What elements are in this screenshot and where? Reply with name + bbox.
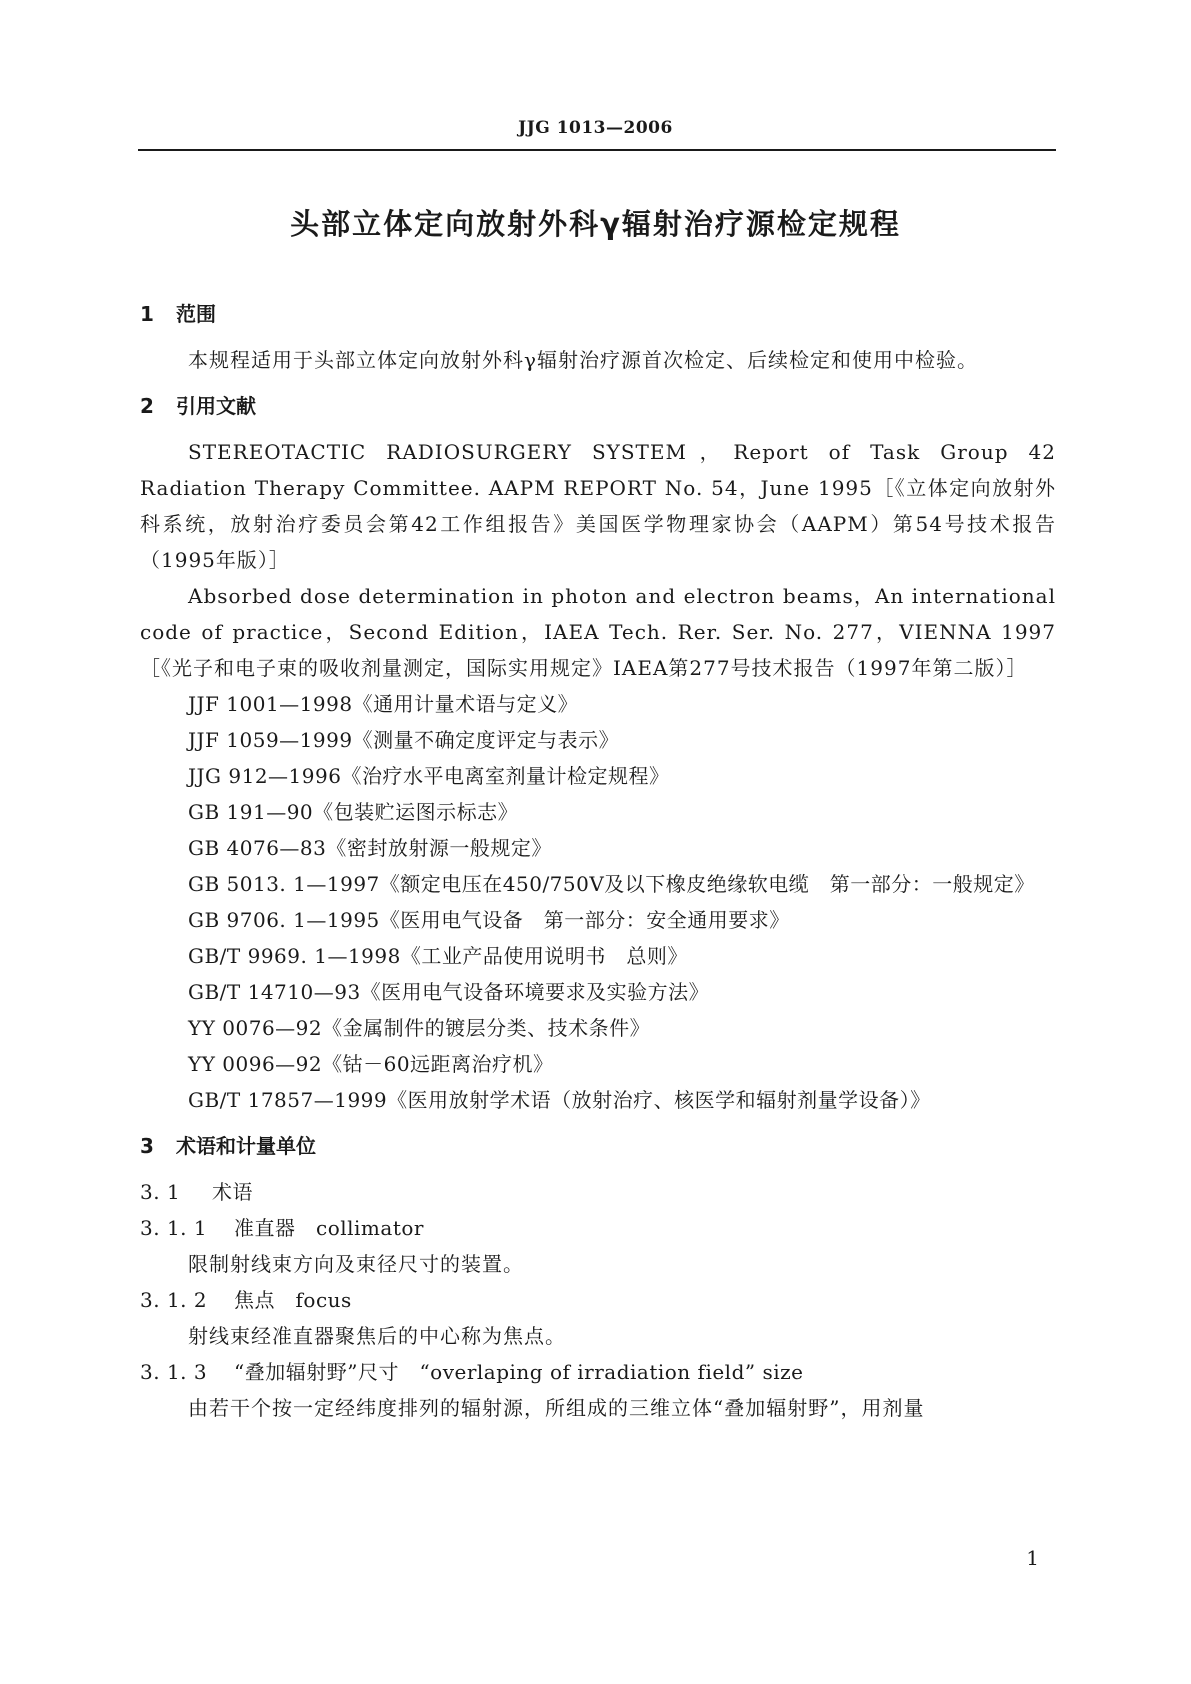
- reference-item: GB/T 17857—1999《医用放射学术语（放射治疗、核医学和辐射剂量学设备）》: [188, 1088, 931, 1112]
- page-number: 1: [1026, 1546, 1039, 1570]
- term-definition: 射线束经准直器聚焦后的中心称为焦点。: [188, 1324, 566, 1348]
- reference-iaea: Absorbed dose determination in photon and electron beams，An international code of practice，Second Edition，IAEA Tech. Rer. Ser. No. 277，VIENNA 1997［《光子和电子束的吸收剂量测定，国际实用规定》IAEA第277号技术报告（1997年第二版）］: [140, 584, 1056, 680]
- running-header: JJG 1013—2006: [518, 118, 673, 138]
- section-title: 术语和计量单位: [176, 1134, 316, 1158]
- term-heading: [140, 1354, 1056, 1390]
- reference-aapm: STEREOTACTIC RADIOSURGERY SYSTEM，Report of Task Group 42 Radiation Therapy Committee. AAPM REPORT No. 54，June 1995［《立体定向放射外科系统，放射治疗委员会第42工作组报告》美国医学物理家协会（AAPM）第54号技术报告（1995年版）］: [140, 440, 1056, 572]
- reference-item: JJF 1001—1998《通用计量术语与定义》: [188, 692, 579, 716]
- term-definition: 限制射线束方向及束径尺寸的装置。: [188, 1252, 524, 1276]
- reference-item: GB/T 9969. 1—1998《工业产品使用说明书 总则》: [188, 944, 688, 968]
- term-name: “叠加辐射野”尺寸 “overlaping of irradiation field” size: [234, 1360, 804, 1384]
- term-number: 3. 1. 3: [140, 1360, 208, 1384]
- document-title: 头部立体定向放射外科γ辐射治疗源检定规程: [290, 207, 901, 241]
- scope-paragraph: 本规程适用于头部立体定向放射外科γ辐射治疗源首次检定、后续检定和使用中检验。: [188, 348, 978, 372]
- subsection-3-1: [140, 1174, 1056, 1210]
- term-number: 3. 1. 2: [140, 1288, 208, 1312]
- section-3-heading: [140, 1128, 1056, 1164]
- term-name: 准直器 collimator: [234, 1216, 424, 1240]
- term-number: 3. 1. 1: [140, 1216, 208, 1240]
- reference-item: GB 4076—83《密封放射源一般规定》: [188, 836, 552, 860]
- term-heading: [140, 1210, 1056, 1246]
- reference-item: GB/T 14710—93《医用电气设备环境要求及实验方法》: [188, 980, 710, 1004]
- section-number: 1: [140, 302, 154, 326]
- section-number: 2: [140, 394, 154, 418]
- header-rule: [138, 149, 1056, 151]
- section-1-heading: [140, 296, 1056, 332]
- reference-item: GB 9706. 1—1995《医用电气设备 第一部分：安全通用要求》: [188, 908, 790, 932]
- reference-item: JJG 912—1996《治疗水平电离室剂量计检定规程》: [188, 764, 670, 788]
- subsection-title: 术语: [212, 1180, 253, 1204]
- section-number: 3: [140, 1134, 154, 1158]
- reference-item: GB 5013. 1—1997《额定电压在450/750V及以下橡皮绝缘软电缆 第一部分：一般规定》: [188, 872, 1035, 896]
- section-title: 范围: [176, 302, 216, 326]
- term-name: 焦点 focus: [234, 1288, 352, 1312]
- reference-item: JJF 1059—1999《测量不确定度评定与表示》: [188, 728, 620, 752]
- reference-item: GB 191—90《包装贮运图示标志》: [188, 800, 519, 824]
- reference-item: YY 0076—92《金属制件的镀层分类、技术条件》: [188, 1016, 651, 1040]
- term-heading: [140, 1282, 1056, 1318]
- document-body: [140, 296, 1056, 1426]
- section-title: 引用文献: [176, 394, 256, 418]
- reference-item: YY 0096—92《钴－60远距离治疗机》: [188, 1052, 554, 1076]
- term-definition: 由若干个按一定经纬度排列的辐射源，所组成的三维立体“叠加辐射野”，用剂量: [188, 1396, 925, 1420]
- section-2-heading: [140, 388, 1056, 424]
- subsection-number: 3. 1: [140, 1180, 181, 1204]
